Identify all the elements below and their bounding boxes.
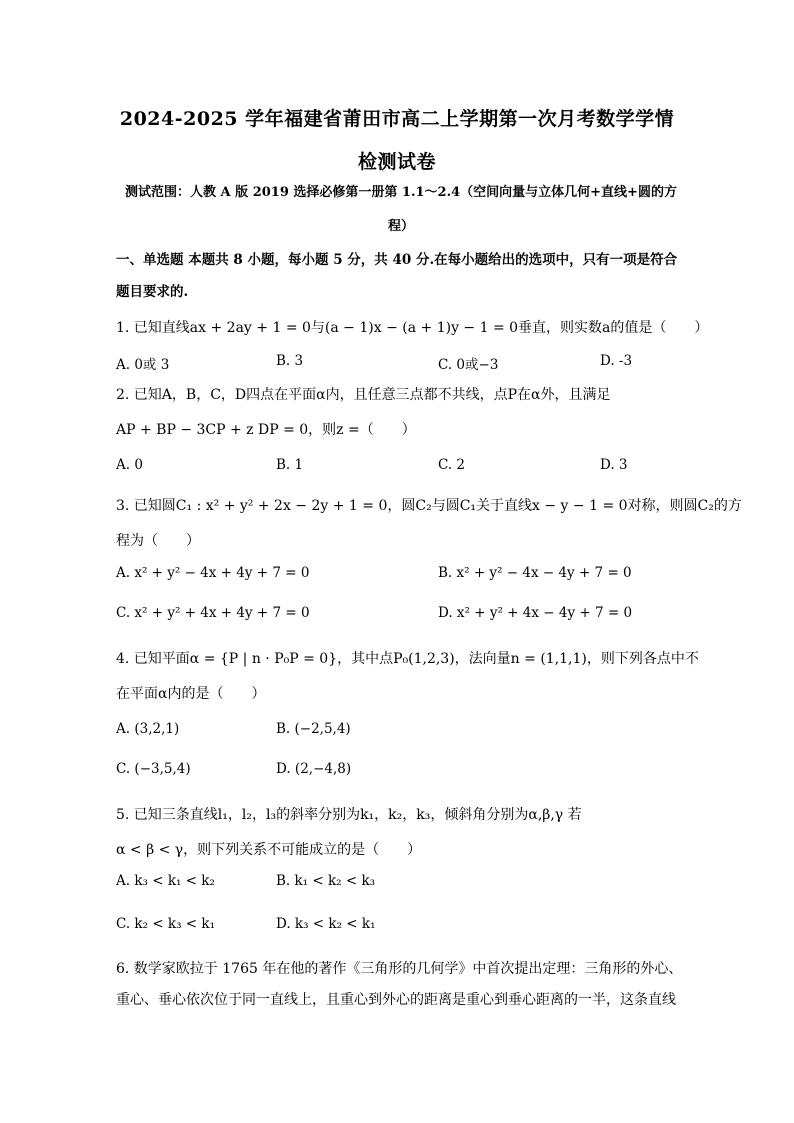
question-3-stem-line-2: 程为（ ）	[116, 533, 200, 549]
question-3-option-b: B. x² + y² − 4x − 4y + 7 = 0	[438, 565, 632, 581]
question-5-option-a: A. k₃ < k₁ < k₂	[116, 873, 215, 889]
question-3-option-d: D. x² + y² + 4x − 4y + 7 = 0	[438, 605, 633, 621]
question-4-option-b: B. (−2,5,4)	[276, 721, 351, 737]
question-4-stem-line-1: 4. 已知平面α = {P | n · P₀P = 0}，其中点P₀(1,2,3)，法向量n = (1,1,1)，则下列各点中不	[116, 651, 699, 667]
question-1-option-d: D. -3	[600, 353, 633, 369]
question-5-stem-line-2: α < β < γ，则下列关系不可能成立的是（ ）	[116, 842, 422, 858]
question-5-option-b: B. k₁ < k₂ < k₃	[276, 873, 376, 889]
question-4-option-a: A. (3,2,1)	[116, 721, 180, 737]
question-1-option-c: C. 0或−3	[438, 357, 499, 373]
question-3-option-a: A. x² + y² − 4x + 4y + 7 = 0	[116, 565, 310, 581]
question-2-stem-line-2: AP + BP − 3CP + z DP = 0，则z =（ ）	[116, 422, 416, 438]
question-2-option-d: D. 3	[600, 457, 628, 473]
question-6-stem-line-2: 重心、垂心依次位于同一直线上，且重心到外心的距离是重心到垂心距离的一半，这条直线	[116, 992, 676, 1008]
question-5-option-d: D. k₃ < k₂ < k₁	[276, 916, 376, 932]
question-2-stem-line-1: 2. 已知A，B，C，D四点在平面α内，且任意三点都不共线，点P在α外，且满足	[116, 387, 611, 403]
question-4-stem-line-2: 在平面α内的是（ ）	[116, 686, 266, 702]
title-line-1: 2024-2025 学年福建省莆田市高二上学期第一次月考数学学情	[119, 108, 675, 130]
title-line-2: 检测试卷	[357, 151, 436, 173]
question-5-option-c: C. k₂ < k₃ < k₁	[116, 916, 215, 932]
question-2-option-a: A. 0	[116, 457, 143, 473]
question-6-stem-line-1: 6. 数学家欧拉于 1765 年在他的著作《三角形的几何学》中首次提出定理：三角形的外心、	[116, 961, 683, 977]
question-2-option-b: B. 1	[276, 457, 304, 473]
question-4-option-c: C. (−3,5,4)	[116, 761, 191, 777]
question-1-stem: 1. 已知直线ax + 2ay + 1 = 0与(a − 1)x − (a + 1)y − 1 = 0垂直，则实数a的值是（ ）	[116, 320, 709, 336]
question-1-option-b: B. 3	[276, 353, 304, 369]
question-2-option-c: C. 2	[438, 457, 466, 473]
section-heading-line-1: 一、单选题 本题共 8 小题，每小题 5 分，共 40 分.在每小题给出的选项中，只有一项是符合	[116, 252, 678, 268]
question-4-option-d: D. (2,−4,8)	[276, 761, 352, 777]
section-heading-line-2: 题目要求的.	[116, 284, 189, 300]
question-5-stem-line-1: 5. 已知三条直线l₁，l₂，l₃的斜率分别为k₁，k₂，k₃，倾斜角分别为α,β,γ 若	[116, 807, 582, 823]
question-3-stem-line-1: 3. 已知圆C₁ : x² + y² + 2x − 2y + 1 = 0，圆C₂与圆C₁关于直线x − y − 1 = 0对称，则圆C₂的方	[116, 498, 742, 514]
test-scope: 测试范围：人教 A 版 2019 选择必修第一册第 1.1～2.4（空间向量与立体几何+直线+圆的方程）	[125, 185, 677, 234]
question-1-option-a: A. 0或 3	[116, 357, 170, 373]
question-3-option-c: C. x² + y² + 4x + 4y + 7 = 0	[116, 605, 310, 621]
